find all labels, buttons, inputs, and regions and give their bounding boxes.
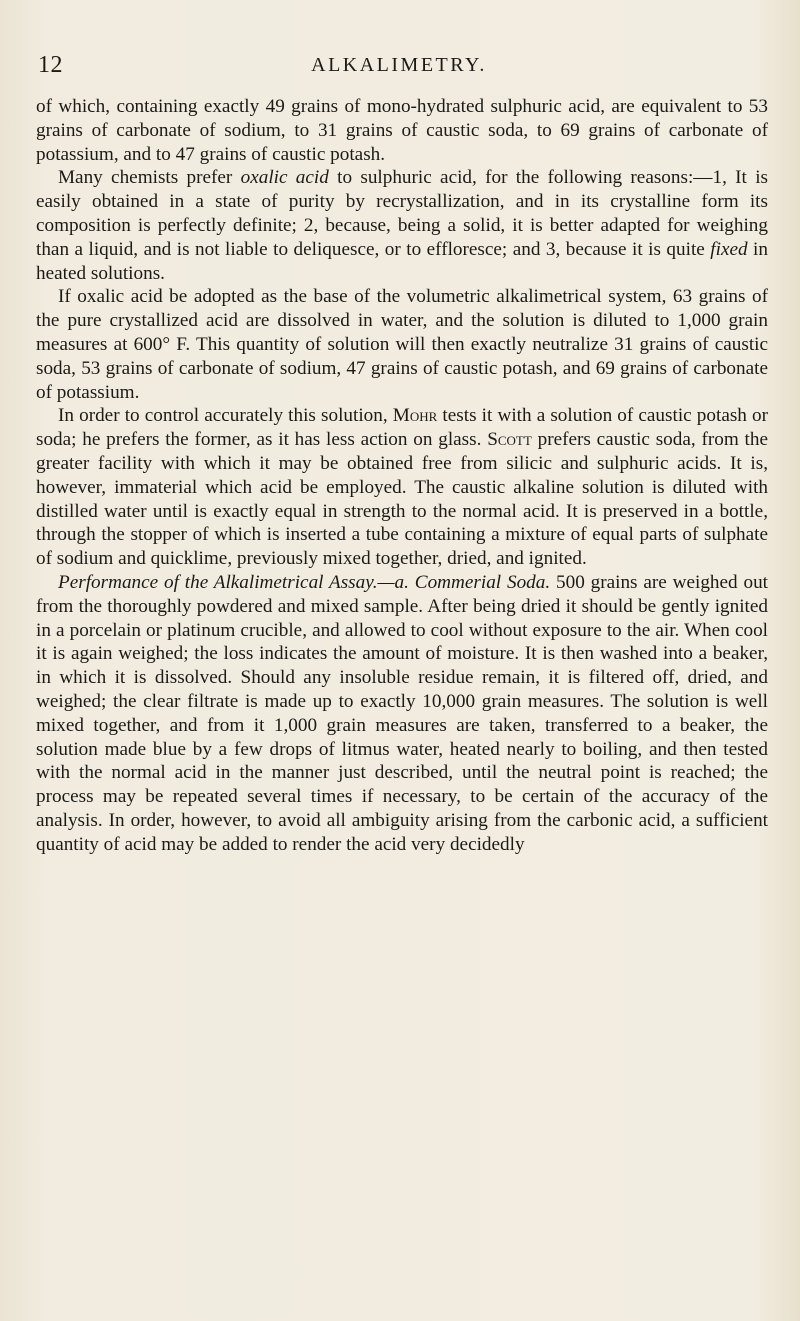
paragraph-2-text-c: to sulphuric acid, for the following reasons:—1, It is easily obtained in a state of purity by recrystallization, and in its crystalline form its composition is perfectly definite; 2, because, being a solid, it is better adapted for weighing than a liquid, and is not liable to deliquesce, or to effloresce; and 3, because it is quite <box>36 167 768 260</box>
paragraph-4-text-a: In order to control accurately this solution, <box>58 405 393 427</box>
paragraph-4 <box>36 404 768 571</box>
paragraph-5 <box>36 571 768 857</box>
paragraph-5-text-b: 500 grains are weighed out from the thoroughly powdered and mixed sample. After being dried it should be gently ignited in a porcelain or platinum crucible, and allowed to cool without exposure to the air. When cool it is again weighed; the loss indicates the amount of moisture. It is then washed into a beaker, in which it is dissolved. Should any insoluble residue remain, it is filtered off, dried, and weighed; the clear filtrate is made up to exactly 10,000 grain measures. The solution is well mixed together, and from it 1,000 grain measures are taken, transferred to a beaker, the solution made blue by a few drops of litmus water, heated nearly to boiling, and then tested with the normal acid in the manner just described, until the neutral point is reached; the process may be repeated several times if necessary, to be certain of the accuracy of the analysis. In order, however, to avoid all ambiguity arising from the carbonic acid, a sufficient quantity of acid may be added to render the acid very decidedly <box>36 571 768 855</box>
running-title: ALKALIMETRY. <box>311 54 487 76</box>
paragraph-1: of which, containing exactly 49 grains of mono-hydrated sulphuric acid, are equivalent to 53 grains of carbonate of sodium, to 31 grains of caustic soda, to 69 grains of carbonate of potassium, and to 47 grains of caustic potash. <box>36 96 768 165</box>
section-heading: Performance of the Alkalimetrical Assay.—a. Commerial Soda. <box>58 571 551 593</box>
author-mohr: Mohr <box>392 405 438 427</box>
author-scott: Scott <box>487 429 532 451</box>
page-number: 12 <box>38 52 63 78</box>
paragraph-2-text-e: in heated solutions. <box>36 238 768 284</box>
paragraph-4-text-c: tests it with a solution of caustic potash or soda; he prefers the former, as it has less action on glass. <box>36 405 768 451</box>
body-text <box>36 95 768 857</box>
paragraph-4-text-e: prefers caustic soda, from the greater facility with which it may be obtained free from silicic and sulphuric acids. It is, however, immaterial which acid be employed. The caustic alkaline solution is diluted with distilled water until is exactly equal in strength to the normal acid. It is preserved in a bottle, through the stopper of which is inserted a tube containing a mixture of equal parts of sulphate of sodium and quicklime, previously mixed together, dried, and ignited. <box>36 429 768 570</box>
paragraph-2 <box>36 166 768 285</box>
oxalic-acid-emphasis: oxalic acid <box>240 167 329 189</box>
paragraph-2-text-a: Many chemists prefer <box>58 167 241 189</box>
page-header <box>38 52 760 80</box>
paragraph-3: If oxalic acid be adopted as the base of the volumetric alkalimetrical system, 63 grains of the pure crystallized acid are dissolved in water, and the solution is diluted to 1,000 grain measures at 600° F. This quantity of solution will then exactly neutralize 31 grains of caustic soda, 53 grains of carbonate of sodium, 47 grains of caustic potash, and 69 grains of carbonate of potassium. <box>36 286 768 403</box>
fixed-emphasis: fixed <box>710 238 748 260</box>
